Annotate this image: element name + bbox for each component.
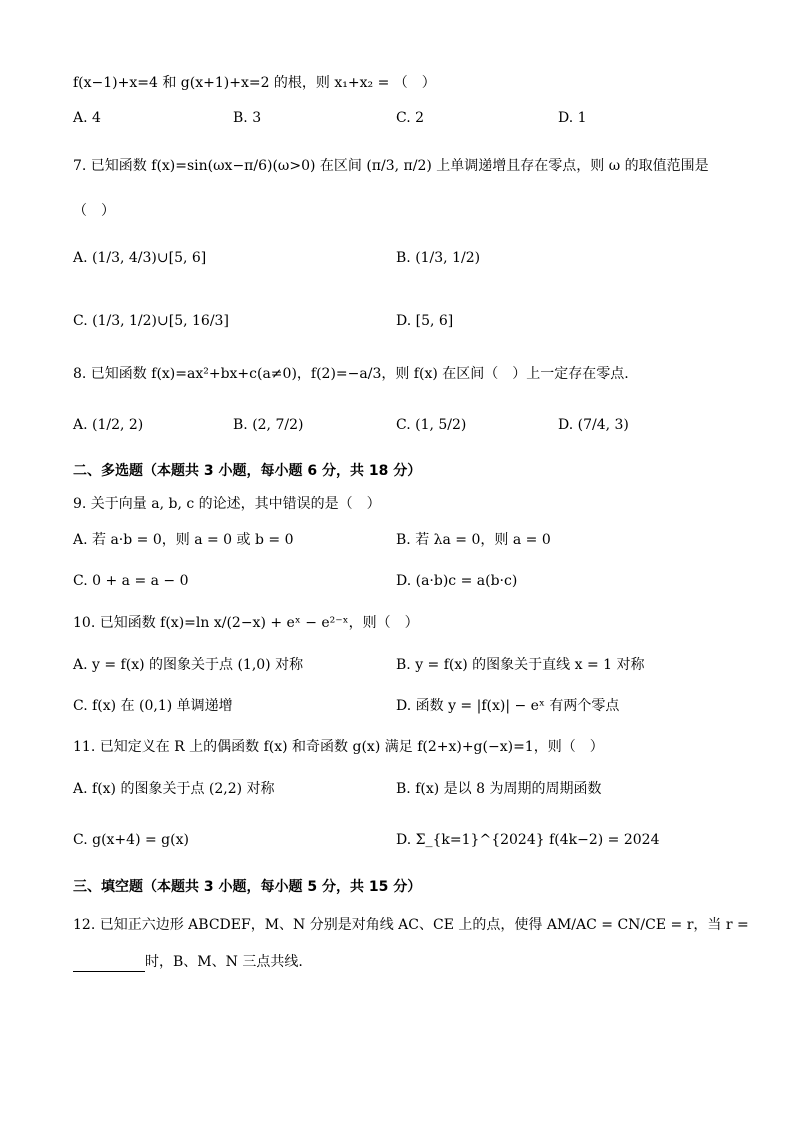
q12-tail: 时，B、M、N 三点共线. <box>145 954 303 970</box>
q6-option-a: A. 4 <box>73 110 101 126</box>
q10-option-c: C. f(x) 在 (0,1) 单调递增 <box>73 698 233 714</box>
q7-option-a: A. (1/3, 4/3)∪[5, 6] <box>73 250 207 266</box>
q9-option-c: C. 0 + a = a − 0 <box>73 573 189 589</box>
q6-tail: f(x−1)+x=4 和 g(x+1)+x=2 的根，则 x₁+x₂ = （ ） <box>73 75 436 91</box>
q8-option-d: D. (7/4, 3) <box>558 417 629 433</box>
q7-option-b: B. (1/3, 1/2) <box>396 250 481 266</box>
q12-answer-line <box>73 952 303 972</box>
q8-stem: 8. 已知函数 f(x)=ax²+bx+c(a≠0)，f(2)=−a/3，则 f(x) 在区间（ ）上一定存在零点. <box>73 366 629 382</box>
section-multiple-choice: 二、多选题（本题共 3 小题，每小题 6 分，共 18 分） <box>73 463 422 479</box>
q7-stem: 7. 已知函数 f(x)=sin(ωx−π/6)(ω>0) 在区间 (π/3, π/2) 上单调递增且存在零点，则 ω 的取值范围是 <box>73 158 709 174</box>
q9-option-a: A. 若 a·b = 0，则 a = 0 或 b = 0 <box>73 532 294 548</box>
q8-option-b: B. (2, 7/2) <box>233 417 304 433</box>
q6-option-b: B. 3 <box>233 110 262 126</box>
q11-option-b: B. f(x) 是以 8 为周期的周期函数 <box>396 781 602 797</box>
q11-stem: 11. 已知定义在 R 上的偶函数 f(x) 和奇函数 g(x) 满足 f(2+x)+g(−x)=1，则（ ） <box>73 739 604 755</box>
q7-option-c: C. (1/3, 1/2)∪[5, 16/3] <box>73 313 229 329</box>
section-fill-in: 三、填空题（本题共 3 小题，每小题 5 分，共 15 分） <box>73 879 422 895</box>
q11-option-c: C. g(x+4) = g(x) <box>73 832 189 848</box>
answer-blank[interactable] <box>73 957 145 972</box>
q6-option-c: C. 2 <box>396 110 425 126</box>
q11-option-a: A. f(x) 的图象关于点 (2,2) 对称 <box>73 781 275 797</box>
q10-option-a: A. y = f(x) 的图象关于点 (1,0) 对称 <box>73 657 304 673</box>
q7-option-d: D. [5, 6] <box>396 313 454 329</box>
q10-option-d: D. 函数 y = |f(x)| − eˣ 有两个零点 <box>396 698 620 714</box>
q9-stem: 9. 关于向量 a, b, c 的论述，其中错误的是（ ） <box>73 496 381 512</box>
q10-stem: 10. 已知函数 f(x)=ln x/(2−x) + eˣ − e²⁻ˣ，则（ ） <box>73 615 419 631</box>
q7-paren: （ ） <box>73 203 115 219</box>
q12-stem: 12. 已知正六边形 ABCDEF，M、N 分别是对角线 AC、CE 上的点，使得 AM/AC = CN/CE = r，当 r = <box>73 917 749 933</box>
q8-option-a: A. (1/2, 2) <box>73 417 144 433</box>
q8-option-c: C. (1, 5/2) <box>396 417 467 433</box>
q6-option-d: D. 1 <box>558 110 587 126</box>
q10-option-b: B. y = f(x) 的图象关于直线 x = 1 对称 <box>396 657 645 673</box>
q11-option-d: D. Σ_{k=1}^{2024} f(4k−2) = 2024 <box>396 832 660 848</box>
q9-option-b: B. 若 λa = 0，则 a = 0 <box>396 532 551 548</box>
q9-option-d: D. (a·b)c = a(b·c) <box>396 573 518 589</box>
